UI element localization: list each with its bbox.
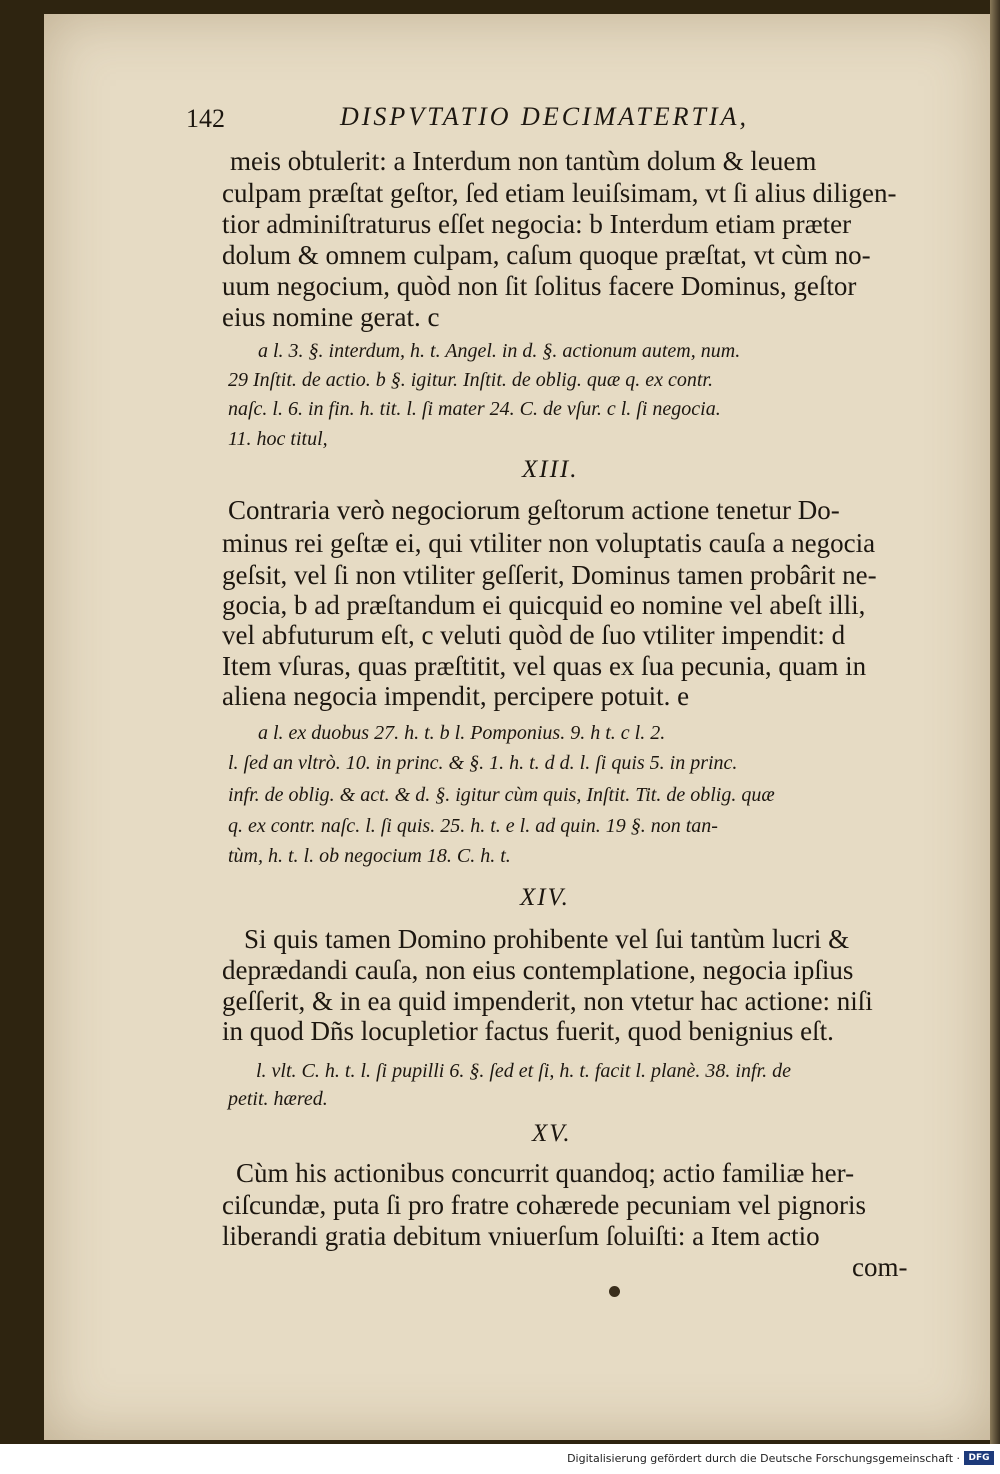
text-line: eius nomine gerat. c xyxy=(222,302,440,332)
footnote-line: petit. hæred. xyxy=(228,1088,328,1110)
footnote-line: q. ex contr. naſc. l. ſi quis. 25. h. t. e l. ad quin. 19 §. non tan- xyxy=(228,815,718,837)
footnote-line: l. vlt. C. h. t. l. ſi pupilli 6. §. ſed et ſi, h. t. facit l. planè. 38. infr. de xyxy=(256,1060,791,1082)
text-line: Contraria verò negociorum geſtorum actione tenetur Do- xyxy=(228,495,840,525)
text-line: geſſerit, & in ea quid impenderit, non vtetur hac actione: niſi xyxy=(222,986,873,1016)
page-number: 142 xyxy=(186,104,225,133)
text-line: vel abfuturum eſt, c veluti quòd de ſuo vtiliter impendit: d xyxy=(222,620,846,650)
running-title: DISPVTATIO DECIMATERTIA, xyxy=(340,102,749,131)
footnote-line: 29 Inſtit. de actio. b §. igitur. Inſtit. de oblig. quæ q. ex contr. xyxy=(228,369,713,391)
text-line: geſsit, vel ſi non vtiliter geſſerit, Dominus tamen probârit ne- xyxy=(222,560,877,590)
section-heading: XIV. xyxy=(520,884,570,911)
footnote-line: infr. de oblig. & act. & d. §. igitur cùm quis, Inſtit. Tit. de oblig. quæ xyxy=(228,784,775,806)
text-line: Cùm his actionibus concurrit quandoq; actio familiæ her- xyxy=(236,1158,855,1188)
text-line: uum negocium, quòd non ſit ſolitus facere Dominus, geſtor xyxy=(222,271,857,301)
footnote-line: l. ſed an vltrò. 10. in princ. & §. 1. h. t. d d. l. ſi quis 5. in princ. xyxy=(228,752,738,774)
text-line: dolum & omnem culpam, caſum quoque præſtat, vt cùm no- xyxy=(222,240,871,270)
footnote-line: a l. 3. §. interdum, h. t. Angel. in d. §. actionum autem, num. xyxy=(258,340,741,362)
dfg-logo: DFG xyxy=(964,1451,994,1465)
text-line: Item vſuras, quas præſtitit, vel quas ex ſua pecunia, quam in xyxy=(222,651,867,681)
footer-credit: Digitalisierung gefördert durch die Deutsche Forschungsgemeinschaft · xyxy=(567,1452,960,1465)
section-heading: XIII. xyxy=(522,456,579,483)
text-line: ciſcundæ, puta ſi pro fratre cohærede pecuniam vel pignoris xyxy=(222,1190,867,1220)
text-line: minus rei geſtæ ei, qui vtiliter non voluptatis cauſa a negocia xyxy=(222,528,876,558)
footnote-line: tùm, h. t. l. ob negocium 18. C. h. t. xyxy=(228,845,511,867)
footnote-line: 11. hoc titul, xyxy=(228,428,328,450)
text-line: tior adminiſtraturus eſſet negocia: b Interdum etiam præter xyxy=(222,209,852,239)
text-line: meis obtulerit: a Interdum non tantùm dolum & leuem xyxy=(230,146,817,176)
text-line: in quod Dñs locupletior factus fuerit, quod benignius eſt. xyxy=(222,1016,834,1046)
catchword: com- xyxy=(852,1252,908,1282)
text-line: deprædandi cauſa, non eius contemplatione, negocia ipſius xyxy=(222,955,854,985)
ink-blot xyxy=(609,1286,620,1297)
section-heading: XV. xyxy=(532,1120,572,1147)
text-line: culpam præſtat geſtor, ſed etiam leuiſsimam, vt ſi alius diligen- xyxy=(222,178,897,208)
footnote-line: a l. ex duobus 27. h. t. b l. Pomponius. 9. h t. c l. 2. xyxy=(258,722,666,744)
footnote-line: naſc. l. 6. in fin. h. tit. l. ſi mater 24. C. de vſur. c l. ſi negocia. xyxy=(228,398,721,420)
text-line: Si quis tamen Domino prohibente vel ſui tantùm lucri & xyxy=(244,924,850,954)
page-edge xyxy=(990,0,1000,1444)
text-line: aliena negocia impendit, percipere potuit. e xyxy=(222,681,690,711)
text-line: liberandi gratia debitum vniuerſum ſoluiſti: a Item actio xyxy=(222,1221,820,1251)
text-line: gocia, b ad præſtandum ei quicquid eo nomine vel abeſt illi, xyxy=(222,590,866,620)
